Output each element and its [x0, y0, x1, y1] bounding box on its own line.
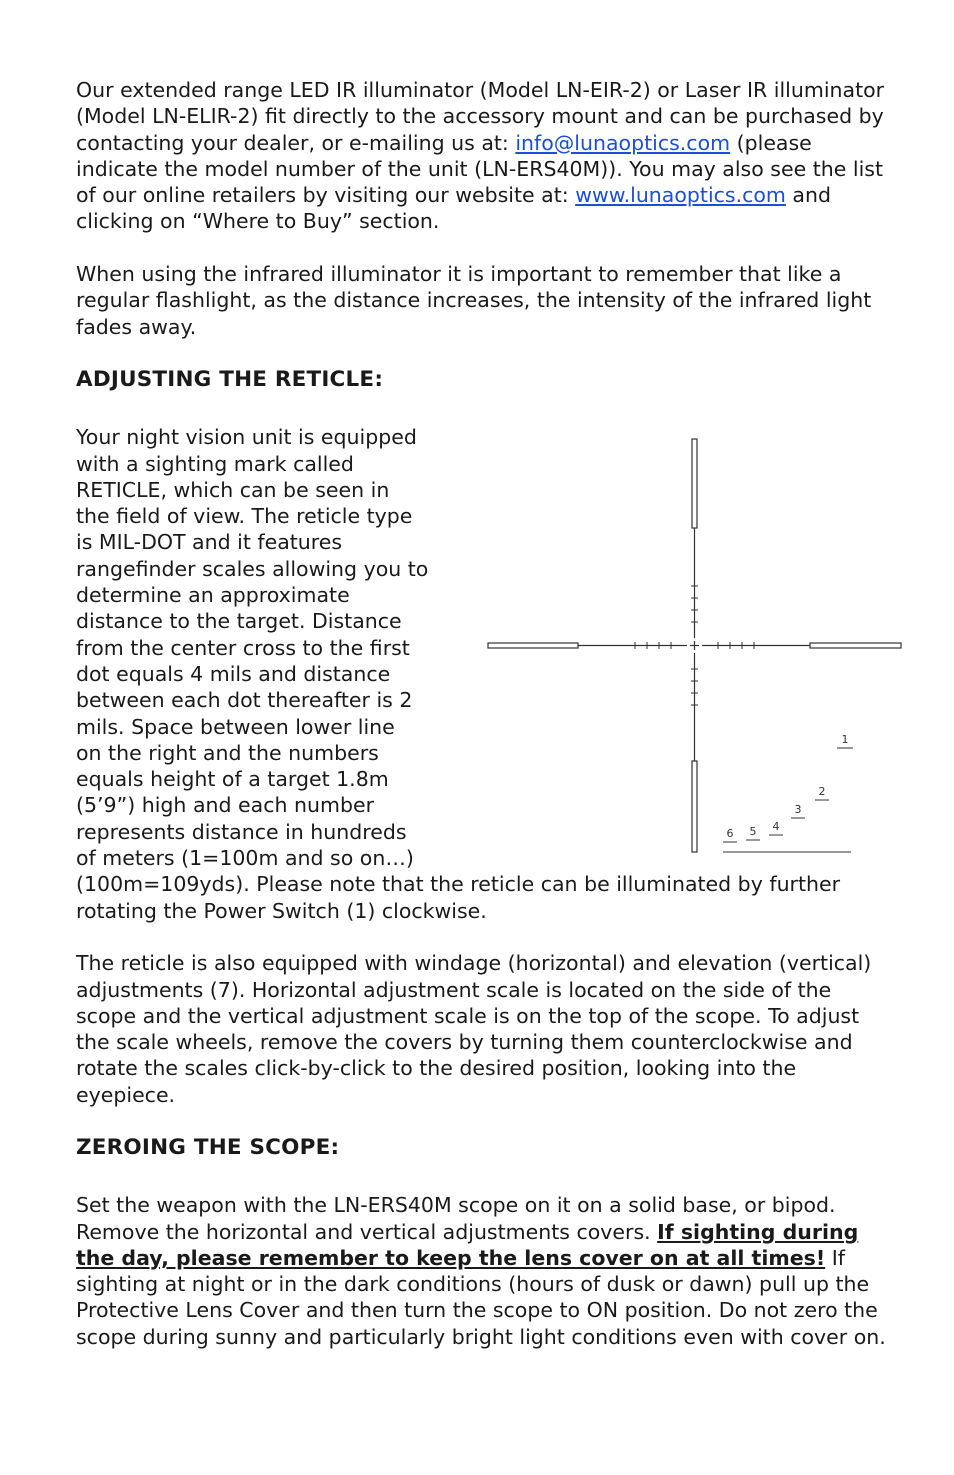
lens-cover-warning: If sighting during the day, please remember to keep the lens cover on at all times! [76, 1219, 859, 1270]
intro-text-3: and clicking on “Where to Buy” section. [76, 183, 831, 234]
reticle-line: RETICLE, which can be seen in [76, 477, 390, 502]
range-number-6: 6 [726, 827, 734, 840]
range-number-5: 5 [749, 825, 757, 838]
reticle-description [76, 424, 456, 871]
reticle-line: equals height of a target 1.8m [76, 767, 389, 792]
intro-text-1: Our extended range LED IR illuminator (Model LN-EIR-2) or Laser IR illuminator (Model LN-ELIR-2) fit directly to the accessory mount and can be purchased by contacting your dealer, or e-mailing us at: [76, 78, 885, 155]
reticle-post-top [692, 439, 697, 528]
reticle-line: from the center cross to the first [76, 635, 410, 660]
reticle-tail: (100m=109yds). Please note that the reticle can be illuminated by further rotating the Power Switch (1) clockwise. [76, 872, 841, 923]
reticle-line: (5’9”) high and each number [76, 793, 374, 818]
reticle-svg [485, 436, 905, 856]
rangefinder-scale [723, 748, 853, 852]
reticle-post-bottom [692, 761, 697, 852]
zeroing-text-1: Set the weapon with the LN-ERS40M scope on it on a solid base, or bipod. Remove the horizontal and vertical adjustments covers. [76, 1193, 836, 1244]
reticle-line: distance to the target. Distance [76, 609, 402, 634]
reticle-line: with a sighting mark called [76, 451, 354, 476]
adjustments-paragraph: The reticle is also equipped with windage (horizontal) and elevation (vertical) adjustments (7). Horizontal adjustment scale is located on the side of the scope and the vertical adjustment scale is on the top of the scope. To adjust the scale wheels, remove the covers by turning them counterclockwise and rotate the scales click-by-click to the desired position, looking into the eyepiece. [76, 951, 872, 1107]
range-number-2: 2 [818, 785, 826, 798]
zeroing-paragraph [76, 1192, 896, 1350]
reticle-line: between each dot thereafter is 2 [76, 688, 413, 713]
illuminator-note: When using the infrared illuminator it is important to remember that like a regular flashlight, as the distance increases, the intensity of the infrared light fades away. [76, 262, 872, 339]
reticle-line: the field of view. The reticle type [76, 504, 413, 529]
zeroing-text-2: If sighting at night or in the dark conditions (hours of dusk or dawn) pull up the Protective Lens Cover and then turn the scope to ON position. Do not zero the scope during sunny and particularly bright light conditions even with cover on. [76, 1245, 886, 1349]
intro-text-2: (please indicate the model number of the unit (LN-ERS40M)). You may also see the list of our online retailers by visiting our website at: [76, 130, 883, 208]
reticle-diagram [485, 436, 905, 856]
reticle-line: is MIL-DOT and it features [76, 530, 343, 555]
zeroing-heading: ZEROING THE SCOPE: [76, 1135, 340, 1161]
reticle-line: determine an approximate [76, 583, 350, 608]
range-number-4: 4 [772, 820, 780, 833]
reticle-line: dot equals 4 mils and distance [76, 661, 391, 686]
reticle-heading: ADJUSTING THE RETICLE: [76, 367, 384, 393]
range-number-3: 3 [794, 803, 802, 816]
reticle-line: on the right and the numbers [76, 740, 379, 765]
reticle-line: rangefinder scales allowing you to [76, 556, 429, 581]
reticle-line: Your night vision unit is equipped [76, 425, 417, 450]
reticle-post-left [488, 643, 578, 648]
range-number-1: 1 [841, 733, 849, 746]
reticle-line: of meters (1=100m and so on…) [76, 846, 414, 871]
reticle-line: mils. Space between lower line [76, 714, 395, 739]
reticle-line: represents distance in hundreds [76, 819, 407, 844]
reticle-post-right [810, 643, 901, 648]
website-link[interactable]: www.lunaoptics.com [575, 183, 786, 208]
email-link[interactable]: info@lunaoptics.com [515, 130, 731, 155]
intro-paragraph [76, 77, 896, 235]
